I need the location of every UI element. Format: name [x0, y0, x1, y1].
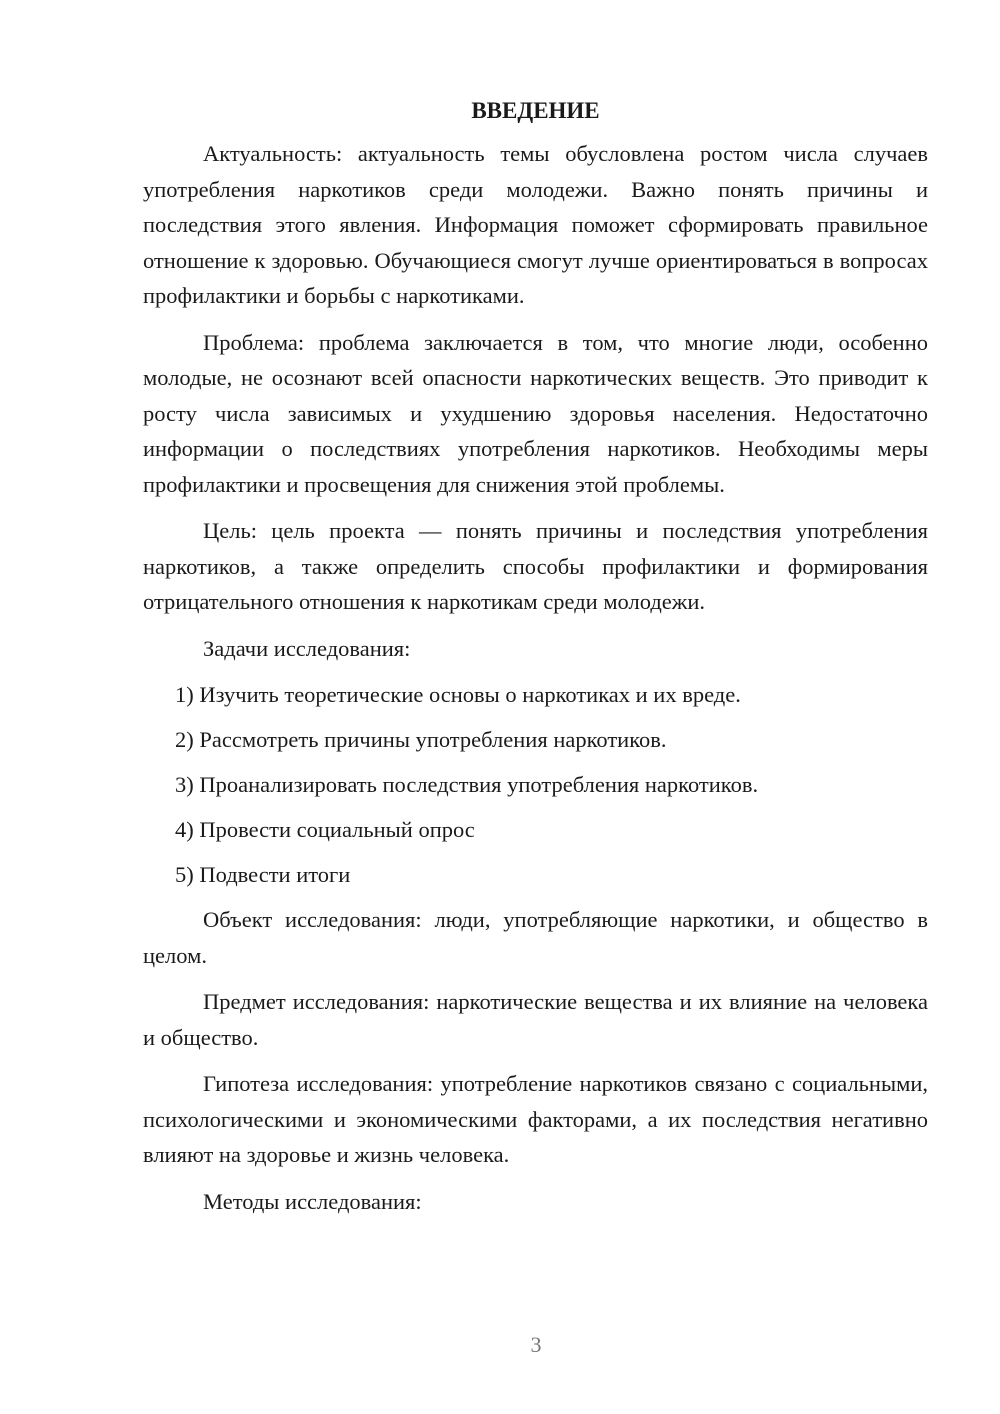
subject-paragraph: Предмет исследования: наркотические вещества и их влияние на человека и общество.	[143, 989, 928, 1050]
page-number: 3	[530, 1332, 542, 1357]
list-item: 5) Подвести итоги	[175, 862, 351, 887]
section-title: ВВЕДЕНИЕ	[471, 98, 600, 123]
methods-heading: Методы исследования:	[203, 1188, 422, 1214]
list-item: 4) Провести социальный опрос	[175, 817, 475, 842]
goal-paragraph: Цель: цель проекта — понять причины и последствия употребления наркотиков, а также определить способы профилактики и формирования отрицательного отношения к наркотикам среди молодежи.	[143, 518, 928, 614]
list-item: 3) Проанализировать последствия употребления наркотиков.	[175, 772, 759, 797]
list-item: 1) Изучить теоретические основы о наркотиках и их вреде.	[175, 682, 741, 707]
hypothesis-paragraph: Гипотеза исследования: употребление наркотиков связано с социальными, психологическими и экономическими факторами, а их последствия негативно влияют на здоровье и жизнь человека.	[143, 1071, 928, 1167]
tasks-list	[143, 677, 928, 893]
document-page	[143, 88, 928, 1230]
object-paragraph: Объект исследования: люди, употребляющие наркотики, и общество в целом.	[143, 907, 928, 968]
relevance-paragraph: Актуальность: актуальность темы обусловлена ростом числа случаев употребления наркотиков среди молодежи. Важно понять причины и последствия этого явления. Информация поможет сформировать правильное отношение к здоровью. Обучающиеся смогут лучше ориентироваться в вопросах профилактики и борьбы с наркотиками.	[143, 141, 928, 308]
problem-paragraph: Проблема: проблема заключается в том, что многие люди, особенно молодые, не осознают всей опасности наркотических веществ. Это приводит к росту числа зависимых и ухудшению здоровья населения. Недостаточно информации о последствиях употребления наркотиков. Необходимы меры профилактики и просвещения для снижения этой проблемы.	[143, 329, 928, 497]
tasks-heading: Задачи исследования:	[203, 635, 411, 661]
list-item: 2) Рассмотреть причины употребления наркотиков.	[175, 727, 667, 752]
